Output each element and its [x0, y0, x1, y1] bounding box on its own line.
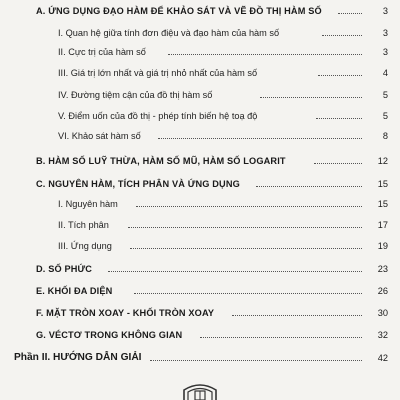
toc-entry-e: [0, 285, 400, 297]
toc-leader: [130, 248, 362, 249]
toc-leader: [314, 163, 362, 164]
toc-entry-d: [0, 263, 400, 275]
toc-entry-a5: [0, 110, 400, 122]
toc-entry-label: D. SỐ PHỨC: [36, 264, 93, 274]
toc-entry-label: VI. Khảo sát hàm số: [58, 131, 141, 141]
toc-entry-page: 15: [377, 179, 388, 189]
toc-entry-label: III. Giá trị lớn nhất và giá trị nhỏ nhất của hàm số: [58, 68, 258, 78]
toc-leader: [150, 360, 362, 361]
toc-entry-label: II. Tích phân: [58, 220, 109, 230]
toc-entry-a1: [0, 27, 400, 39]
toc-entry-page: 15: [377, 199, 388, 209]
toc-entry-page: 23: [377, 264, 388, 274]
toc-entry-label: III. Ứng dụng: [58, 241, 112, 251]
toc-leader: [338, 13, 362, 14]
toc-leader: [260, 97, 362, 98]
toc-entry-page: 42: [377, 353, 388, 363]
toc-leader: [136, 206, 362, 207]
toc-entry-label: I. Nguyên hàm: [58, 199, 118, 209]
toc-entry-f: [0, 307, 400, 319]
toc-entry-label: E. KHỐI ĐA DIỆN: [36, 286, 113, 296]
toc-entry-label: F. MẶT TRÒN XOAY - KHỐI TRÒN XOAY: [36, 308, 215, 318]
toc-entry-page: 17: [377, 220, 388, 230]
toc-entry-a2: [0, 46, 400, 58]
toc-leader: [318, 75, 362, 76]
toc-entry-a: [0, 5, 400, 17]
toc-leader: [108, 271, 362, 272]
toc-leader: [128, 227, 362, 228]
toc-entry-label: A. ỨNG DỤNG ĐẠO HÀM ĐỂ KHẢO SÁT VÀ VẼ ĐỒ THỊ HÀM SỐ: [36, 6, 322, 16]
toc-leader: [232, 315, 362, 316]
toc-entry-label: V. Điểm uốn của đồ thị - phép tính biến hệ toạ độ: [58, 111, 258, 121]
toc-entry-label: I. Quan hệ giữa tính đơn điệu và đạo hàm của hàm số: [58, 28, 280, 38]
toc-leader: [316, 118, 362, 119]
toc-entry-part2: [0, 352, 400, 364]
toc-entry-label: II. Cực trị của hàm số: [58, 47, 146, 57]
toc-leader: [134, 293, 362, 294]
toc-entry-page: 5: [382, 90, 388, 100]
toc-entry-a3: [0, 67, 400, 79]
toc-entry-label: B. HÀM SỐ LUỸ THỪA, HÀM SỐ MŨ, HÀM SỐ LOGARIT: [36, 156, 286, 166]
toc-entry-page: 19: [377, 241, 388, 251]
toc-entry-b: [0, 155, 400, 167]
toc-entry-label: C. NGUYÊN HÀM, TÍCH PHÂN VÀ ỨNG DỤNG: [36, 179, 240, 189]
toc-entry-page: 3: [382, 47, 388, 57]
toc-entry-label: IV. Đường tiệm cận của đồ thị hàm số: [58, 90, 213, 100]
toc-entry-page: 3: [382, 6, 388, 16]
toc-leader: [322, 35, 362, 36]
toc-entry-page: 5: [382, 111, 388, 121]
toc-entry-label: G. VÉCTƠ TRONG KHÔNG GIAN: [36, 330, 183, 340]
toc-leader: [158, 138, 362, 139]
toc-entry-a6: [0, 130, 400, 142]
toc-leader: [168, 54, 362, 55]
toc-entry-c1: [0, 198, 400, 210]
toc-entry-g: [0, 329, 400, 341]
toc-entry-c: [0, 178, 400, 190]
publisher-emblem-icon: [182, 382, 218, 400]
toc-entry-page: 30: [377, 308, 388, 318]
toc-entry-page: 8: [382, 131, 388, 141]
toc-entry-page: 32: [377, 330, 388, 340]
toc-entry-page: 26: [377, 286, 388, 296]
toc-leader: [200, 337, 362, 338]
toc-entry-page: 3: [382, 28, 388, 38]
toc-entry-page: 4: [382, 68, 388, 78]
toc-leader: [256, 186, 362, 187]
toc-entry-page: 12: [377, 156, 388, 166]
toc-entry-label: Phần II. HƯỚNG DẪN GIẢI: [14, 352, 142, 363]
toc-entry-a4: [0, 89, 400, 101]
toc-entry-c3: [0, 240, 400, 252]
toc-entry-c2: [0, 219, 400, 231]
